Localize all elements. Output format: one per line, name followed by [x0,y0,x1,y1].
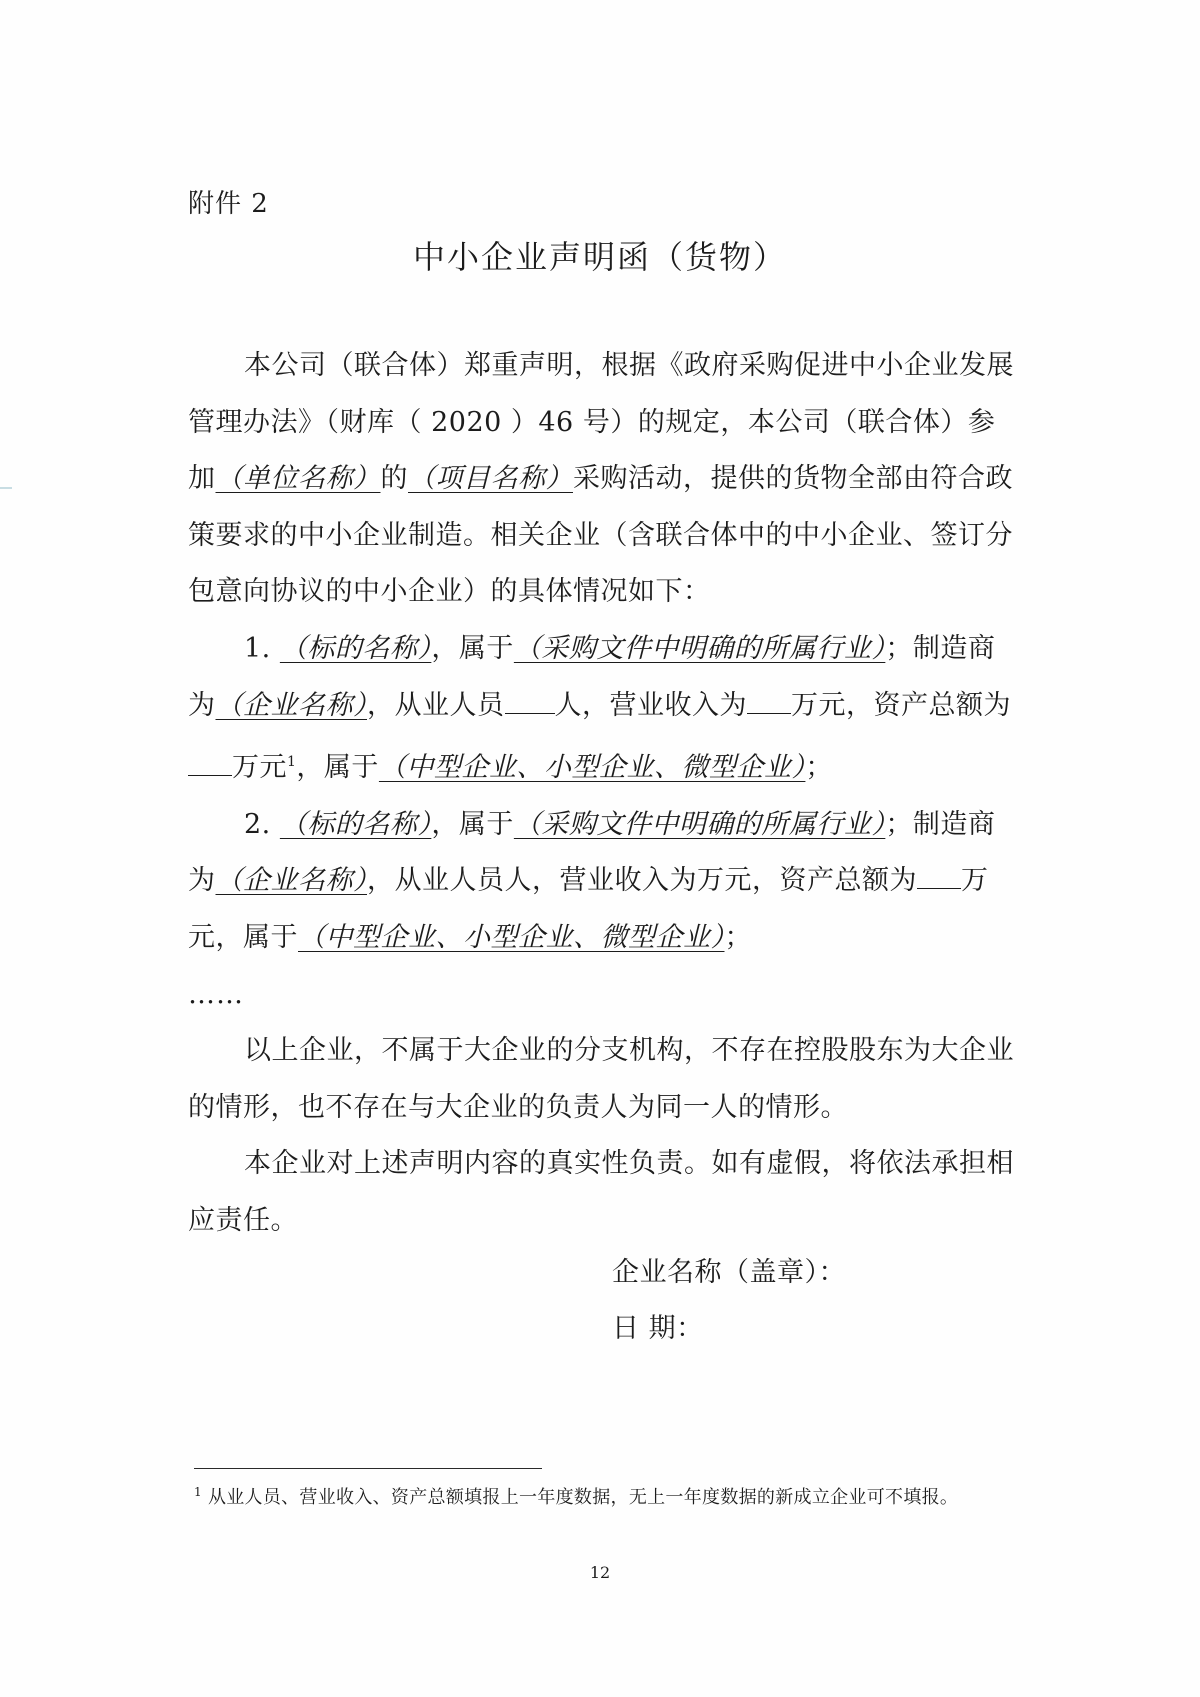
declaration-text-part2: 的 [380,463,408,495]
item-1-subject-field: （标的名称） [279,632,432,664]
item-2-manufacturer-text: ；制造商为 [188,808,996,897]
item-2-number: 2. [244,808,271,840]
item-1-assets-unit: 万元 [232,752,287,784]
item-2-subject-field: （标的名称） [279,808,432,840]
unit-name-field: （单位名称） [215,463,381,495]
date-label: 日 期： [612,1313,704,1344]
item-1-employees-unit: 人，营业收入为 [554,689,747,721]
declaration-paragraph [188,338,1020,621]
item-1-size-field: （中型企业、小型企业、微型企业） [378,752,806,784]
item-1-employees-prefix: ，从业人员 [367,689,505,721]
declaration-text-part1: 本公司（联合体）郑重声明，根据《政府采购促进中小企业发展管理办法》（财库（ 2020 ）46 号）的规定，本公司（联合体）参加 [188,350,1014,495]
item-1-belongs-text: ，属于 [431,632,514,664]
item-1-company-field: （企业名称） [215,689,367,721]
page-number: 12 [589,1563,611,1582]
attachment-label: 附件 2 [188,189,269,219]
item-1-manufacturer-text: ；制造商为 [188,632,996,721]
project-name-field: （项目名称） [408,463,573,495]
item-2-assets-unit: 万元，属于 [188,865,989,953]
item-2-belongs-text: ，属于 [431,808,514,840]
item-1-number: 1. [244,632,271,664]
footnote [194,1476,1020,1514]
scan-edge-mark [0,487,12,489]
item-1-end: ； [805,752,833,784]
item-2-end: ； [724,921,752,953]
document-body [188,338,1020,1250]
item-1 [188,621,1020,797]
document-title: 中小企业声明函（货物） [412,238,787,276]
item-2-industry-field: （采购文件中明确的所属行业） [513,808,886,840]
item-1-employees-blank [505,691,555,714]
item-2-middle-text: ，从业人员人，营业收入为万元，资产总额为 [367,865,917,897]
footnote-divider [194,1468,542,1469]
item-1-revenue-unit: 万元，资产总额为 [791,689,1011,721]
item-2-company-field: （企业名称） [215,865,367,897]
item-2-assets-blank [917,866,961,889]
footnote-reference: 1 [287,754,297,771]
footnote-text: 从业人员、营业收入、资产总额填报上一年度数据，无上一年度数据的新成立企业可不填报。 [207,1487,959,1508]
company-seal-label: 企业名称（盖章）： [612,1257,846,1288]
item-2 [188,797,1020,967]
ellipsis: …… [188,978,244,1010]
item-1-assets-blank [188,753,232,776]
independence-paragraph: 以上企业，不属于大企业的分支机构，不存在控股股东为大企业的情形，也不存在与大企业的负责人为同一人的情形。 [188,1035,1014,1123]
item-2-size-field: （中型企业、小型企业、微型企业） [298,921,725,953]
item-1-belongs2-text: ，属于 [296,752,379,784]
footnote-mark: 1 [194,1485,202,1499]
declaration-text-part3: 采购活动，提供的货物全部由符合政策要求的中小企业制造。相关企业（含联合体中的中小企业、签订分包意向协议的中小企业）的具体情况如下： [188,463,1013,608]
item-1-industry-field: （采购文件中明确的所属行业） [513,632,886,664]
item-1-revenue-blank [747,691,791,714]
responsibility-paragraph: 本企业对上述声明内容的真实性负责。如有虚假，将依法承担相应责任。 [188,1148,1014,1236]
